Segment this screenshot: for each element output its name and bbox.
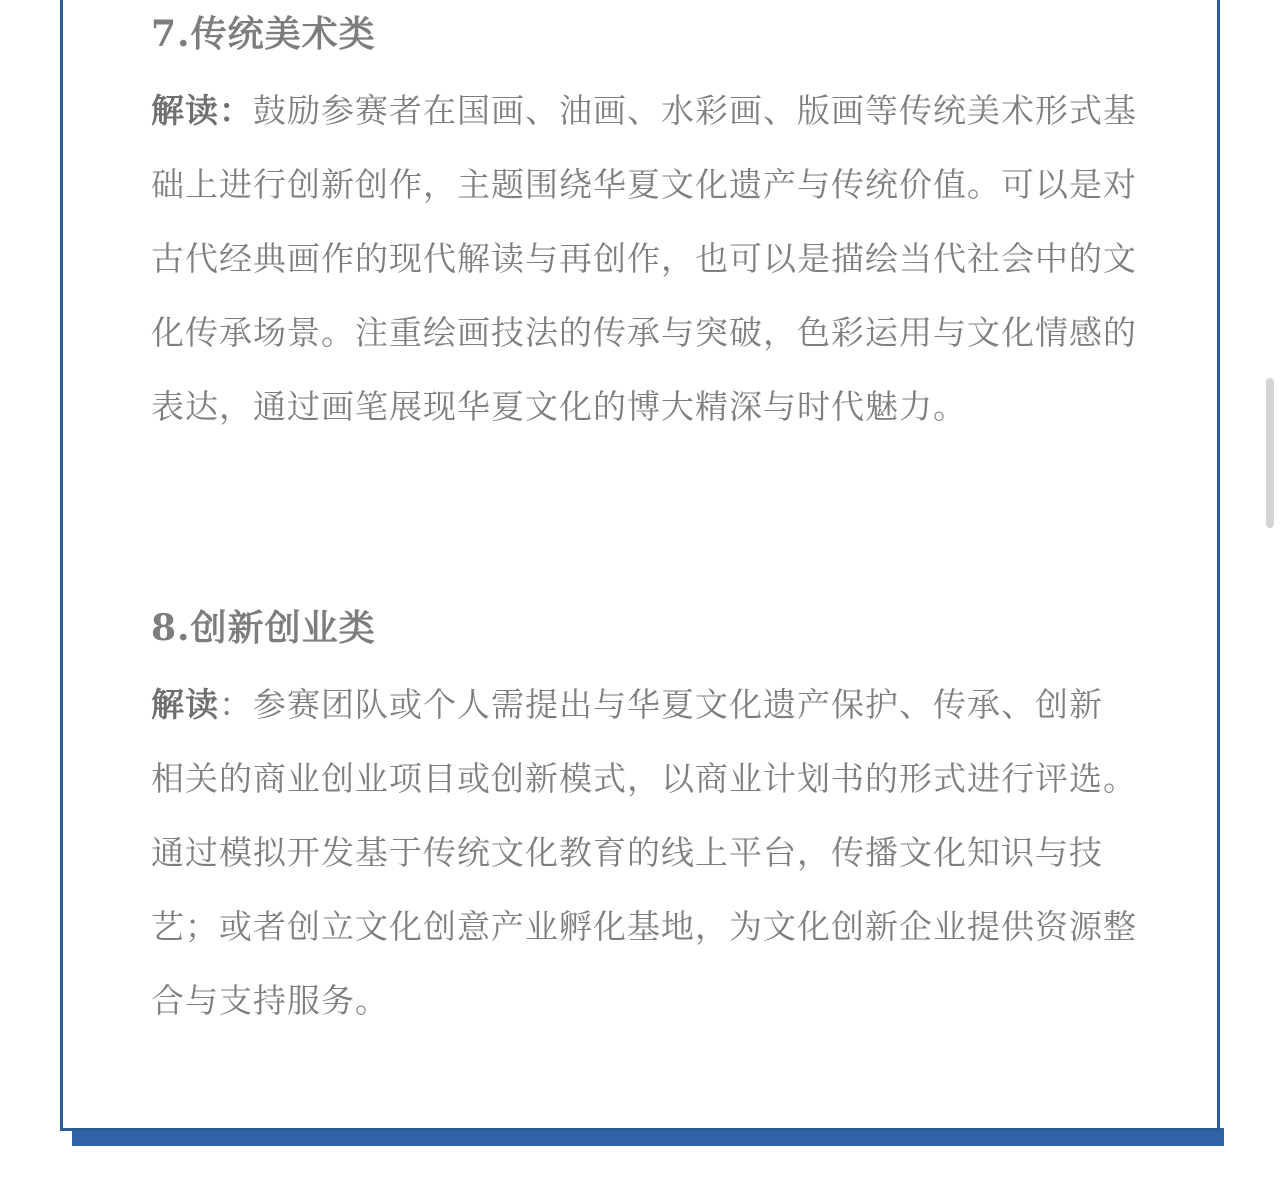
section-paragraph <box>151 74 1141 444</box>
content-card <box>60 0 1220 1131</box>
section-title: 8.创新创业类 <box>151 607 376 649</box>
interpretation-text: 鼓励参赛者在国画、油画、水彩画、版画等传统美术形式基础上进行创新创作，主题围绕华夏文化遗产与传统价值。可以是对古代经典画作的现代解读与再创作，也可以是描绘当代社会中的文化传承场景。注重绘画技法的传承与突破，色彩运用与文化情感的表达，通过画笔展现华夏文化的博大精深与时代魅力。 <box>151 91 1137 426</box>
interpretation-text: ：参赛团队或个人需提出与华夏文化遗产保护、传承、创新 相关的商业创业项目或创新模式，以商业计划书的形式进行评选。通过模拟开发基于传统文化教育的线上平台，传播文化知识与技艺；或者创立文化创意产业孵化基地，为文化创新企业提供资源整合与支持服务。 <box>151 685 1137 1020</box>
vertical-scrollbar[interactable] <box>1266 378 1274 528</box>
section-innovation-entrepreneurship <box>151 602 1141 1038</box>
interpretation-label: 解读 <box>151 685 219 724</box>
section-title: 7.传统美术类 <box>151 13 376 55</box>
section-traditional-art <box>151 8 1141 444</box>
interpretation-label: 解读： <box>151 91 253 130</box>
section-paragraph <box>151 668 1141 1038</box>
